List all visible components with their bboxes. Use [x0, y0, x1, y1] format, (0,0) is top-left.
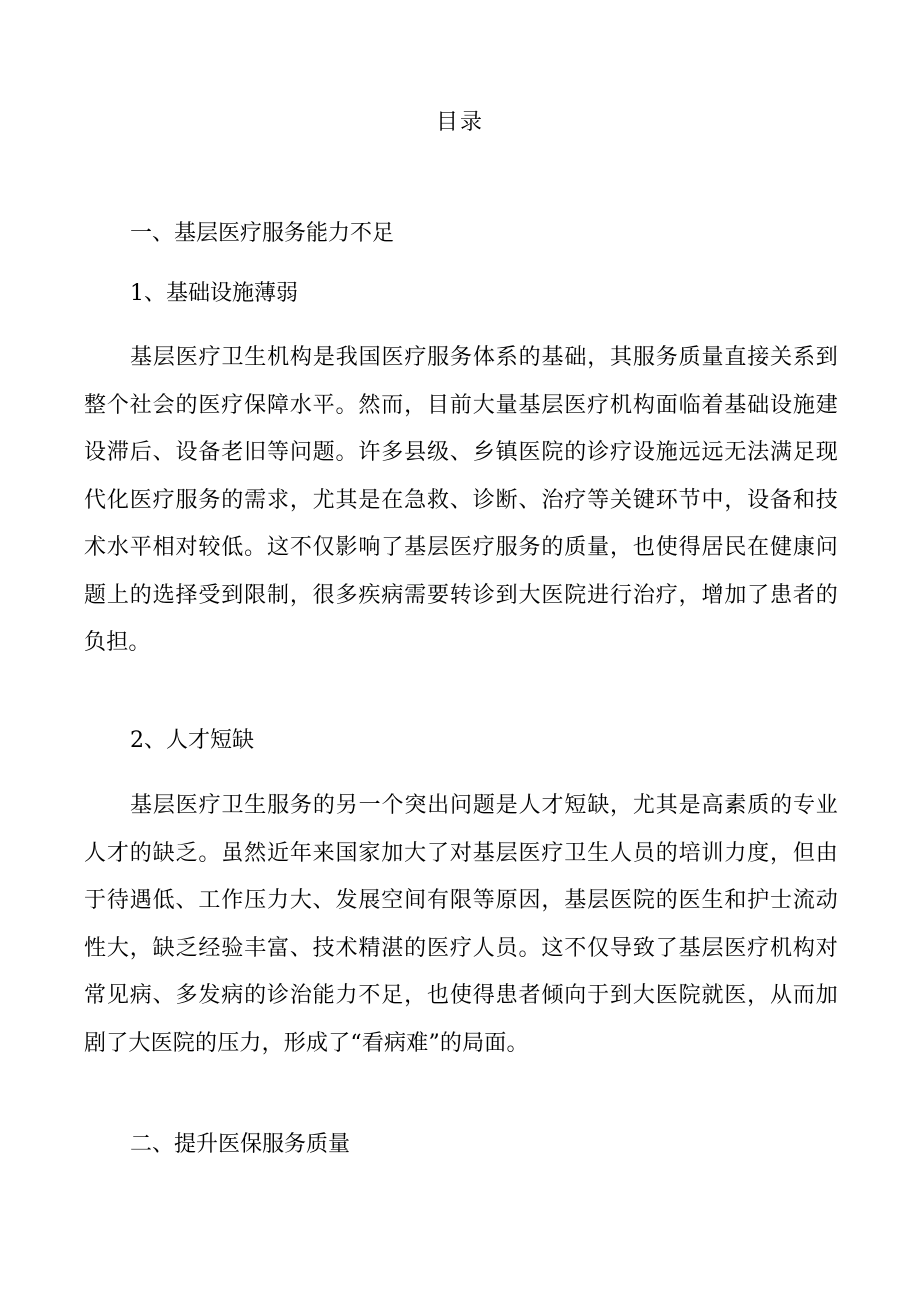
paragraph-infrastructure: 基层医疗卫生机构是我国医疗服务体系的基础，其服务质量直接关系到整个社会的医疗保障水平。然而，目前大量基层医疗机构面临着基础设施建设滞后、设备老旧等问题。许多县级、乡镇医院的诊疗设施远远无法满足现代化医疗服务的需求，尤其是在急救、诊断、治疗等关键环节中，设备和技术水平相对较低。这不仅影响了基层医疗服务的质量，也使得居民在健康问题上的选择受到限制，很多疾病需要转诊到大医院进行治疗，增加了患者的负担。	[84, 345, 838, 655]
subsection-heading-infrastructure: 1、基础设施薄弱	[130, 281, 298, 306]
section-heading-2: 二、提升医保服务质量	[130, 1132, 351, 1157]
paragraph-talent: 基层医疗卫生服务的另一个突出问题是人才短缺，尤其是高素质的专业人才的缺乏。虽然近年来国家加大了对基层医疗卫生人员的培训力度，但由于待遇低、工作压力大、发展空间有限等原因，基层医院的医生和护士流动性大，缺乏经验丰富、技术精湛的医疗人员。这不仅导致了基层医疗机构对常见病、多发病的诊治能力不足，也使得患者倾向于到大医院就医，从而加剧了大医院的压力，形成了“看病难”的局面。	[84, 793, 838, 1056]
subsection-heading-talent: 2、人才短缺	[130, 728, 254, 753]
section-heading-1: 一、基层医疗服务能力不足	[130, 221, 395, 246]
page-title: 目录	[435, 110, 484, 135]
